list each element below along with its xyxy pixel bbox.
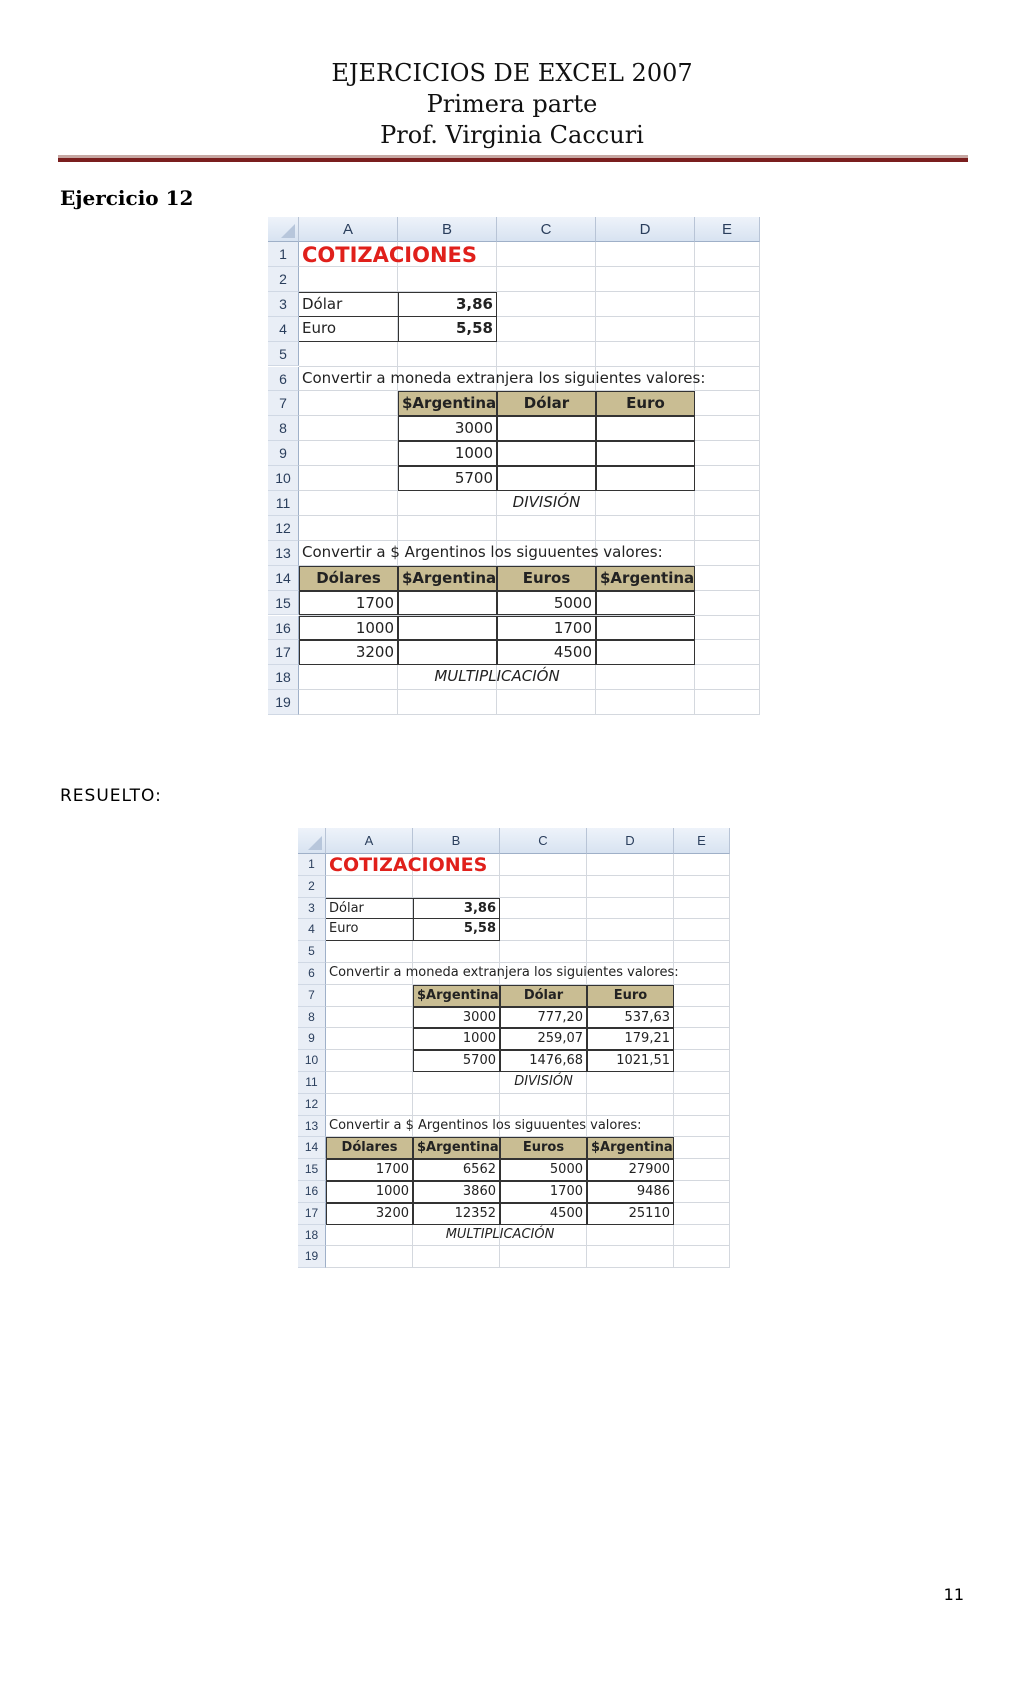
- ex-table2-header: $Argentina: [596, 566, 695, 591]
- ex-table2-euros: 4500: [497, 640, 596, 665]
- ex-table1-argentina: 5700: [398, 466, 497, 491]
- sol-table2-argentina-2: 25110: [587, 1203, 674, 1225]
- sol-table2-euros: 5000: [500, 1159, 587, 1181]
- sol-rate-label-dolar: Dólar: [326, 898, 413, 920]
- sol-table2-argentina-1: 6562: [413, 1159, 500, 1181]
- sol-row-header: 2: [298, 876, 326, 898]
- exercise-spreadsheet: [268, 217, 760, 722]
- header-line-2: Primera parte: [426, 90, 598, 118]
- sol-table2-argentina-2: 27900: [587, 1159, 674, 1181]
- ex-rate-value-dolar: 3,86: [398, 292, 497, 317]
- ex-table1-euro: [596, 441, 695, 466]
- ex-table1-header: $Argentina: [398, 391, 497, 416]
- ex-table2-argentina-2: [596, 591, 695, 616]
- sol-table1-header: Dólar: [500, 985, 587, 1007]
- sol-table2-header: $Argentina: [413, 1137, 500, 1159]
- ex-row-header: 13: [268, 541, 299, 566]
- sol-row-header: 13: [298, 1116, 326, 1138]
- ex-rate-value-euro: 5,58: [398, 317, 497, 342]
- sol-row-header: 15: [298, 1159, 326, 1181]
- ex-row-header: 6: [268, 367, 299, 392]
- sol-table2-dolares: 3200: [326, 1203, 413, 1225]
- ex-row-header: 4: [268, 317, 299, 342]
- ex-operation-multiplicacion: MULTIPLICACIÓN: [434, 667, 560, 686]
- ex-table2-header: Euros: [497, 566, 596, 591]
- ex-select-all-corner: [268, 217, 299, 242]
- sol-row-header: 4: [298, 919, 326, 941]
- sol-grid-v: [729, 854, 730, 1268]
- sol-table1-dolar: 259,07: [500, 1028, 587, 1050]
- sol-rate-label-euro: Euro: [326, 919, 413, 941]
- ex-row-header: 12: [268, 516, 299, 541]
- sol-row-header: 18: [298, 1225, 326, 1247]
- sol-table2-argentina-2: 9486: [587, 1181, 674, 1203]
- ex-rate-label-dolar: Dólar: [299, 292, 398, 317]
- sol-table1-euro: 179,21: [587, 1028, 674, 1050]
- ex-row-header: 1: [268, 242, 299, 267]
- sol-table2-header: Dólares: [326, 1137, 413, 1159]
- sol-table1-argentina: 5700: [413, 1050, 500, 1072]
- ex-column-header-c: C: [497, 217, 596, 242]
- ex-row-header: 19: [268, 690, 299, 715]
- ex-row-header: 15: [268, 591, 299, 616]
- ex-column-header-a: A: [299, 217, 398, 242]
- resuelto-label: RESUELTO:: [60, 786, 162, 806]
- sol-grid-h: [326, 1267, 730, 1268]
- ex-table1-header: Dólar: [497, 391, 596, 416]
- sol-row-header: 16: [298, 1181, 326, 1203]
- ex-table2-argentina-1: [398, 640, 497, 665]
- ex-table2-argentina-1: [398, 616, 497, 641]
- ex-row-header: 10: [268, 466, 299, 491]
- sol-table1-header: Euro: [587, 985, 674, 1007]
- ex-table2-dolares: 1000: [299, 616, 398, 641]
- sol-row-header: 19: [298, 1246, 326, 1268]
- sol-table2-euros: 1700: [500, 1181, 587, 1203]
- ex-grid-v: [759, 242, 760, 715]
- sol-row-header: 11: [298, 1072, 326, 1094]
- header-line-3: Prof. Virginia Caccuri: [380, 121, 644, 149]
- ex-grid-h: [299, 714, 760, 715]
- ex-table1-euro: [596, 466, 695, 491]
- sol-column-header-a: A: [326, 828, 413, 854]
- sol-row-header: 3: [298, 898, 326, 920]
- ex-row-header: 2: [268, 267, 299, 292]
- ex-table2-argentina-2: [596, 616, 695, 641]
- sol-table2-argentina-1: 3860: [413, 1181, 500, 1203]
- sol-table2-dolares: 1000: [326, 1181, 413, 1203]
- sol-row-header: 9: [298, 1028, 326, 1050]
- sol-row-header: 8: [298, 1007, 326, 1029]
- header-line-1: EJERCICIOS DE EXCEL 2007: [331, 59, 693, 87]
- solved-spreadsheet: [298, 828, 730, 1269]
- sol-row-header: 1: [298, 854, 326, 876]
- sol-row-header: 17: [298, 1203, 326, 1225]
- sol-table1-dolar: 777,20: [500, 1007, 587, 1029]
- ex-table2-euros: 5000: [497, 591, 596, 616]
- ex-row-header: 5: [268, 342, 299, 367]
- ex-table1-euro: [596, 416, 695, 441]
- ex-instruction-2: Convertir a $ Argentinos los siguuentes valores:: [302, 542, 663, 561]
- sol-column-header-d: D: [587, 828, 674, 854]
- sol-table1-header: $Argentina: [413, 985, 500, 1007]
- ex-column-header-e: E: [695, 217, 760, 242]
- sol-row-header: 5: [298, 941, 326, 963]
- sol-rate-value-dolar: 3,86: [413, 898, 500, 920]
- page-number: 11: [943, 1585, 964, 1604]
- ex-row-header: 3: [268, 292, 299, 317]
- sol-row-header: 12: [298, 1094, 326, 1116]
- sol-select-all-corner: [298, 828, 326, 854]
- sol-column-header-e: E: [674, 828, 730, 854]
- select-all-icon: [308, 836, 322, 850]
- ex-table1-argentina: 3000: [398, 416, 497, 441]
- ex-row-header: 17: [268, 640, 299, 665]
- sol-table2-euros: 4500: [500, 1203, 587, 1225]
- sol-table1-euro: 537,63: [587, 1007, 674, 1029]
- ex-table2-euros: 1700: [497, 616, 596, 641]
- ex-column-header-b: B: [398, 217, 497, 242]
- sol-title-cell: COTIZACIONES: [329, 854, 488, 876]
- sol-column-header-b: B: [413, 828, 500, 854]
- ex-row-header: 18: [268, 665, 299, 690]
- sol-table1-dolar: 1476,68: [500, 1050, 587, 1072]
- sol-table2-dolares: 1700: [326, 1159, 413, 1181]
- sol-table2-argentina-1: 12352: [413, 1203, 500, 1225]
- sol-operation-division: DIVISIÓN: [514, 1074, 573, 1089]
- sol-table1-argentina: 3000: [413, 1007, 500, 1029]
- sol-table2-header: $Argentina: [587, 1137, 674, 1159]
- sol-table1-argentina: 1000: [413, 1028, 500, 1050]
- ex-row-header: 7: [268, 391, 299, 416]
- sol-table1-euro: 1021,51: [587, 1050, 674, 1072]
- sol-instruction-2: Convertir a $ Argentinos los siguuentes valores:: [329, 1117, 642, 1133]
- ex-table1-dolar: [497, 416, 596, 441]
- sol-row-header: 6: [298, 963, 326, 985]
- sol-table2-header: Euros: [500, 1137, 587, 1159]
- ex-table2-dolares: 3200: [299, 640, 398, 665]
- sol-row-header: 10: [298, 1050, 326, 1072]
- header-rule-dark: [58, 158, 968, 162]
- sol-instruction-1: Convertir a moneda extranjera los siguientes valores:: [329, 965, 679, 980]
- select-all-icon: [281, 224, 295, 238]
- sol-column-header-c: C: [500, 828, 587, 854]
- sol-row-header: 14: [298, 1137, 326, 1159]
- ex-row-header: 14: [268, 566, 299, 591]
- ex-table1-argentina: 1000: [398, 441, 497, 466]
- ex-table2-argentina-1: [398, 591, 497, 616]
- ex-table2-header: Dólares: [299, 566, 398, 591]
- ex-table2-header: $Argentina: [398, 566, 497, 591]
- sol-operation-multiplicacion: MULTIPLICACIÓN: [445, 1226, 555, 1242]
- sol-row-header: 7: [298, 985, 326, 1007]
- ex-row-header: 9: [268, 441, 299, 466]
- ex-table1-header: Euro: [596, 391, 695, 416]
- ex-column-header-d: D: [596, 217, 695, 242]
- sol-rate-value-euro: 5,58: [413, 919, 500, 941]
- ex-table1-dolar: [497, 441, 596, 466]
- ex-operation-division: DIVISIÓN: [512, 493, 581, 511]
- ex-table2-dolares: 1700: [299, 591, 398, 616]
- ex-row-header: 11: [268, 491, 299, 516]
- ex-table1-dolar: [497, 466, 596, 491]
- exercise-title: Ejercicio 12: [60, 186, 194, 210]
- ex-row-header: 8: [268, 416, 299, 441]
- ex-row-header: 16: [268, 616, 299, 641]
- ex-title-cell: COTIZACIONES: [302, 243, 478, 267]
- ex-table2-argentina-2: [596, 640, 695, 665]
- ex-instruction-1: Convertir a moneda extranjera los siguientes valores:: [302, 368, 706, 387]
- ex-rate-label-euro: Euro: [299, 317, 398, 342]
